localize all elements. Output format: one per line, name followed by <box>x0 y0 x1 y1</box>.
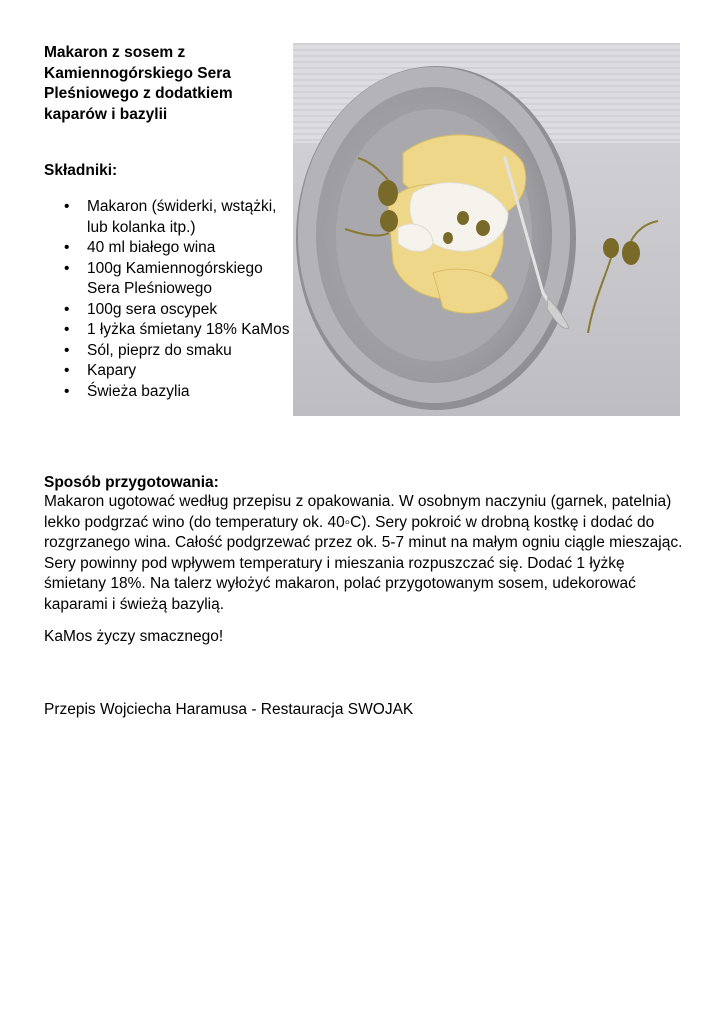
bullet-icon: • <box>64 300 70 318</box>
bullet-icon: • <box>64 239 70 256</box>
ingredient-text: Kapary <box>87 362 137 379</box>
recipe-title: Makaron z sosem z Kamiennogórskiego Sera Pleśniowego z dodatkiem kaparów i bazylii <box>44 44 233 123</box>
method-heading: Sposób przygotowania: <box>44 474 219 491</box>
closing-wish: KaMos życzy smacznego! <box>44 628 224 645</box>
ingredients-heading: Składniki: <box>44 162 118 179</box>
ingredient-text: Sól, pieprz do smaku <box>87 341 232 359</box>
ingredient-text: Świeża bazylia <box>87 382 190 400</box>
ingredient-text: 1 łyżka śmietany 18% KaMos <box>87 321 290 338</box>
list-item <box>64 259 290 300</box>
list-item <box>64 382 290 403</box>
bullet-icon: • <box>64 259 70 277</box>
bullet-icon: • <box>64 362 70 379</box>
method-text: Makaron ugotować według przepisu z opakowania. W osobnym naczyniu (garnek, patelnia) lekko podgrzać wino (do temperatury ok. 40◦C). Sery pokroić w drobną kostkę i dodać do rozgrzanego wina. Całość podgrzewać przez ok. 5-7 minut na małym ogniu ciągle mieszając. Sery powinny pod wpływem temperatury i mieszania rozpuszczać się. Dodać 1 łyżkę śmietany 18%. Na talerz wyłożyć makaron, polać przygotowanym sosem, udekorować kaparami i świeżą bazylią. <box>44 493 683 613</box>
ingredients-list <box>64 197 290 402</box>
ingredient-text: Makaron (świderki, wstążki, lub kolanka itp.) <box>87 198 277 236</box>
bullet-icon: • <box>64 198 70 215</box>
ingredient-text: 100g Kamiennogórskiego Sera Pleśniowego <box>87 259 263 297</box>
list-item <box>64 320 290 341</box>
list-item <box>64 197 290 238</box>
recipe-credit: Przepis Wojciecha Haramusa - Restauracja SWOJAK <box>44 701 414 718</box>
list-item <box>64 300 290 321</box>
dish-photo-illustration <box>293 43 680 416</box>
list-item <box>64 361 290 382</box>
bullet-icon: • <box>64 321 70 338</box>
ingredient-text: 40 ml białego wina <box>87 239 216 256</box>
list-item <box>64 238 290 259</box>
bullet-icon: • <box>64 382 70 400</box>
dish-photo <box>293 43 680 416</box>
bullet-icon: • <box>64 341 70 359</box>
list-item <box>64 341 290 362</box>
ingredient-text: 100g sera oscypek <box>87 300 218 318</box>
